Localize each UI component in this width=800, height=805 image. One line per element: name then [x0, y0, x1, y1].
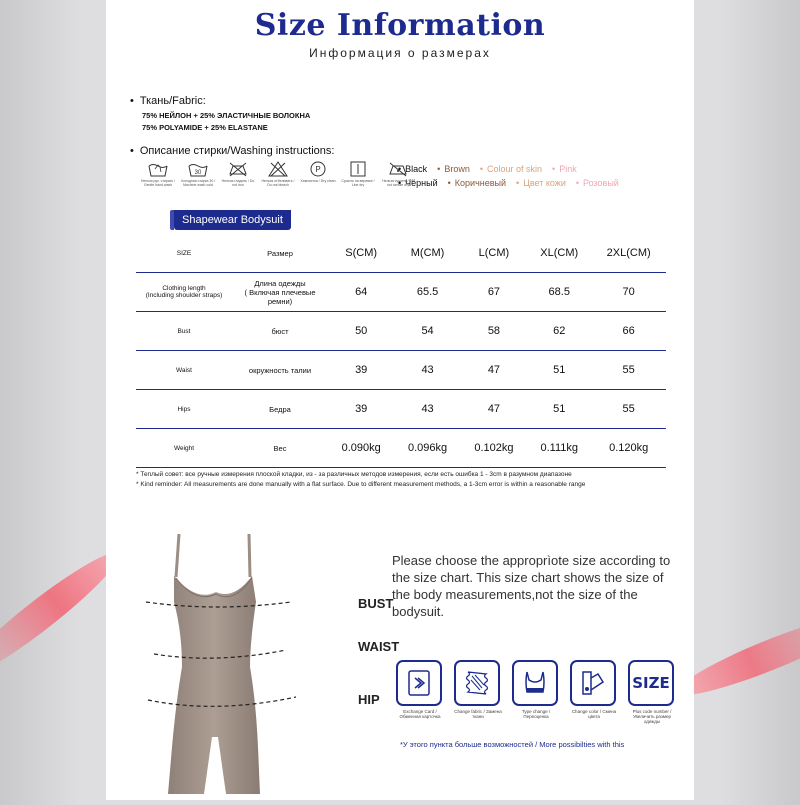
header-ru: Размер [232, 234, 328, 273]
dry-clean-p-icon [307, 160, 329, 178]
type-change-icon [520, 668, 550, 698]
fabric-line-en: 75% POLYAMIDE + 25% ELASTANE [142, 123, 268, 132]
table-cell: 55 [591, 351, 666, 390]
waist-label: WAIST [358, 639, 400, 654]
table-cell: 0.102kg [461, 429, 527, 468]
bodysuit-figure [146, 532, 400, 800]
colors-en [398, 164, 577, 174]
color-skin-ru: • Цвет кожи [516, 178, 566, 188]
change-fabric-service [454, 660, 502, 725]
table-cell: 0.096kg [394, 429, 460, 468]
table-cell: 47 [461, 390, 527, 429]
header-size: 2XL(CM) [591, 234, 666, 273]
change-fabric-caption: Change fabric / Замена ткани [454, 709, 502, 720]
table-cell: 39 [328, 390, 394, 429]
note-en: * Kind reminder: All measurements are done manually with a flat surface. Due to different measurement methods, a 1-3cm error is within a reasonable range [136, 481, 586, 488]
size-table [136, 234, 666, 468]
color-skin: • Colour of skin [480, 164, 542, 174]
svg-text:30: 30 [194, 170, 202, 176]
table-cell: 0.120kg [591, 429, 666, 468]
wash-30-icon [187, 160, 209, 178]
no-iron-icon [227, 160, 249, 178]
header-size: S(CM) [328, 234, 394, 273]
header-en: SIZE [136, 234, 232, 273]
table-cell: 51 [527, 390, 591, 429]
change-color-icon [578, 668, 608, 698]
table-cell: 39 [328, 351, 394, 390]
change-fabric-icon [462, 668, 492, 698]
table-cell: 66 [591, 312, 666, 351]
color-pink-ru: • Розовый [576, 178, 619, 188]
table-cell: 0.090kg [328, 429, 394, 468]
colors-ru [398, 178, 619, 188]
row-label-ru: окружность талии [232, 351, 328, 390]
table-row [136, 312, 666, 351]
header-size: L(CM) [461, 234, 527, 273]
note-ru: * Теплый совет: все ручные измерения плоской кладки, из - за различных методов измерения, если есть ошибка 1 - 3cm в разумном диапазоне [136, 471, 572, 478]
hand-wash-symbol [140, 160, 176, 188]
row-label-ru: Вес [232, 429, 328, 468]
type-change-service [512, 660, 560, 725]
table-cell: 58 [461, 312, 527, 351]
row-label-en: Bust [136, 312, 232, 351]
color-brown-ru: • Коричневый [448, 178, 506, 188]
no-bleach-caption: Нельзя отбеливать / Do not bleach [261, 179, 295, 187]
fabric-line-ru: 75% НЕЙЛОН + 25% ЭЛАСТИЧНЫЕ ВОЛОКНА [142, 111, 311, 120]
hand-wash-icon [147, 160, 169, 178]
service-icons [396, 660, 676, 725]
row-label-ru: Бедра [232, 390, 328, 429]
color-black-ru: • Чёрный [398, 178, 438, 188]
header-size: XL(CM) [527, 234, 591, 273]
table-cell: 43 [394, 351, 460, 390]
color-brown: • Brown [437, 164, 470, 174]
line-dry-caption: Сушить на веревке / Line dry [341, 179, 375, 187]
row-label-ru [232, 273, 328, 312]
row-label-ru-line2: ( Включая плечевые ремни) [244, 287, 316, 306]
page-title: Size Information [254, 8, 546, 43]
size-icon: SIZE [632, 674, 670, 692]
line-dry-icon [347, 160, 369, 178]
bodysuit-illustration-icon [146, 532, 396, 800]
table-cell: 51 [527, 351, 591, 390]
header-size: M(CM) [394, 234, 460, 273]
table-cell: 65.5 [394, 273, 460, 312]
no-bleach-symbol [260, 160, 296, 188]
row-label-en [136, 273, 232, 312]
washing-label: • Описание стирки/Washing instructions: [130, 145, 334, 157]
table-cell: 43 [394, 390, 460, 429]
wash-30-caption: Холодная стирка 30 / Machine wash cold [180, 179, 216, 187]
table-row [136, 429, 666, 468]
dry-clean-symbol [300, 160, 336, 188]
fabric-label: • Ткань/Fabric: [130, 95, 206, 107]
table-cell: 68.5 [527, 273, 591, 312]
table-cell: 70 [591, 273, 666, 312]
no-iron-symbol [220, 160, 256, 188]
change-color-caption: Change color / Смена цвета [571, 709, 617, 720]
size-service [628, 660, 676, 725]
color-black: • Black [398, 164, 427, 174]
table-cell: 50 [328, 312, 394, 351]
row-label-en: Weight [136, 429, 232, 468]
no-bleach-icon [267, 160, 289, 178]
table-cell: 62 [527, 312, 591, 351]
table-cell: 0.111kg [527, 429, 591, 468]
washing-symbols [140, 160, 416, 188]
no-iron-caption: Нельзя гладить / Do not iron [221, 179, 255, 187]
no-tumble-dry-caption: Нельзя сушить / Do not tumble dry [382, 179, 414, 187]
line-dry-symbol [340, 160, 376, 188]
exchange-card-icon [404, 668, 434, 698]
exchange-card-caption: Exchange Card / Обменная карточка [399, 709, 441, 720]
type-change-caption: Type change / Переоценка [521, 709, 551, 720]
table-row [136, 273, 666, 312]
hip-label: HIP [358, 692, 380, 707]
hand-wash-caption: Нельзя рук. стирать / Gentle hand wash [140, 179, 176, 187]
more-possibilities-note: *У этого пункта больше возможностей / More possibilties with this [400, 740, 625, 749]
table-cell: 55 [591, 390, 666, 429]
table-row [136, 351, 666, 390]
size-info-card [106, 0, 694, 800]
table-header-row [136, 234, 666, 273]
exchange-card-service [396, 660, 444, 725]
row-label-ru: бюст [232, 312, 328, 351]
size-advice-text: Please choose the approprìote size according to the size chart. This size chart shows the size of the body measurements,not the size of the bodysuit. [392, 553, 671, 619]
size-caption: Plus code number / Увеличить размер одежды [632, 709, 672, 725]
table-cell: 47 [461, 351, 527, 390]
change-color-service [570, 660, 618, 725]
color-pink: • Pink [552, 164, 577, 174]
bust-label: BUST [358, 596, 394, 611]
row-label-ru-line1: Длина одежды [254, 278, 306, 288]
row-label-en: Hips [136, 390, 232, 429]
row-label-en-line2: (Including shoulder straps) [145, 292, 223, 299]
table-cell: 54 [394, 312, 460, 351]
table-cell: 64 [328, 273, 394, 312]
page-subtitle: Информация о размерах [309, 46, 491, 60]
table-row [136, 390, 666, 429]
wash-30-symbol [180, 160, 216, 188]
row-label-en: Waist [136, 351, 232, 390]
product-tag: Shapewear Bodysuit [174, 210, 291, 230]
row-label-en-line1: Clothing length [162, 285, 206, 292]
table-cell: 67 [461, 273, 527, 312]
dry-clean-caption: Химчистка / Dry clean [300, 179, 336, 183]
svg-text:P: P [315, 165, 321, 174]
